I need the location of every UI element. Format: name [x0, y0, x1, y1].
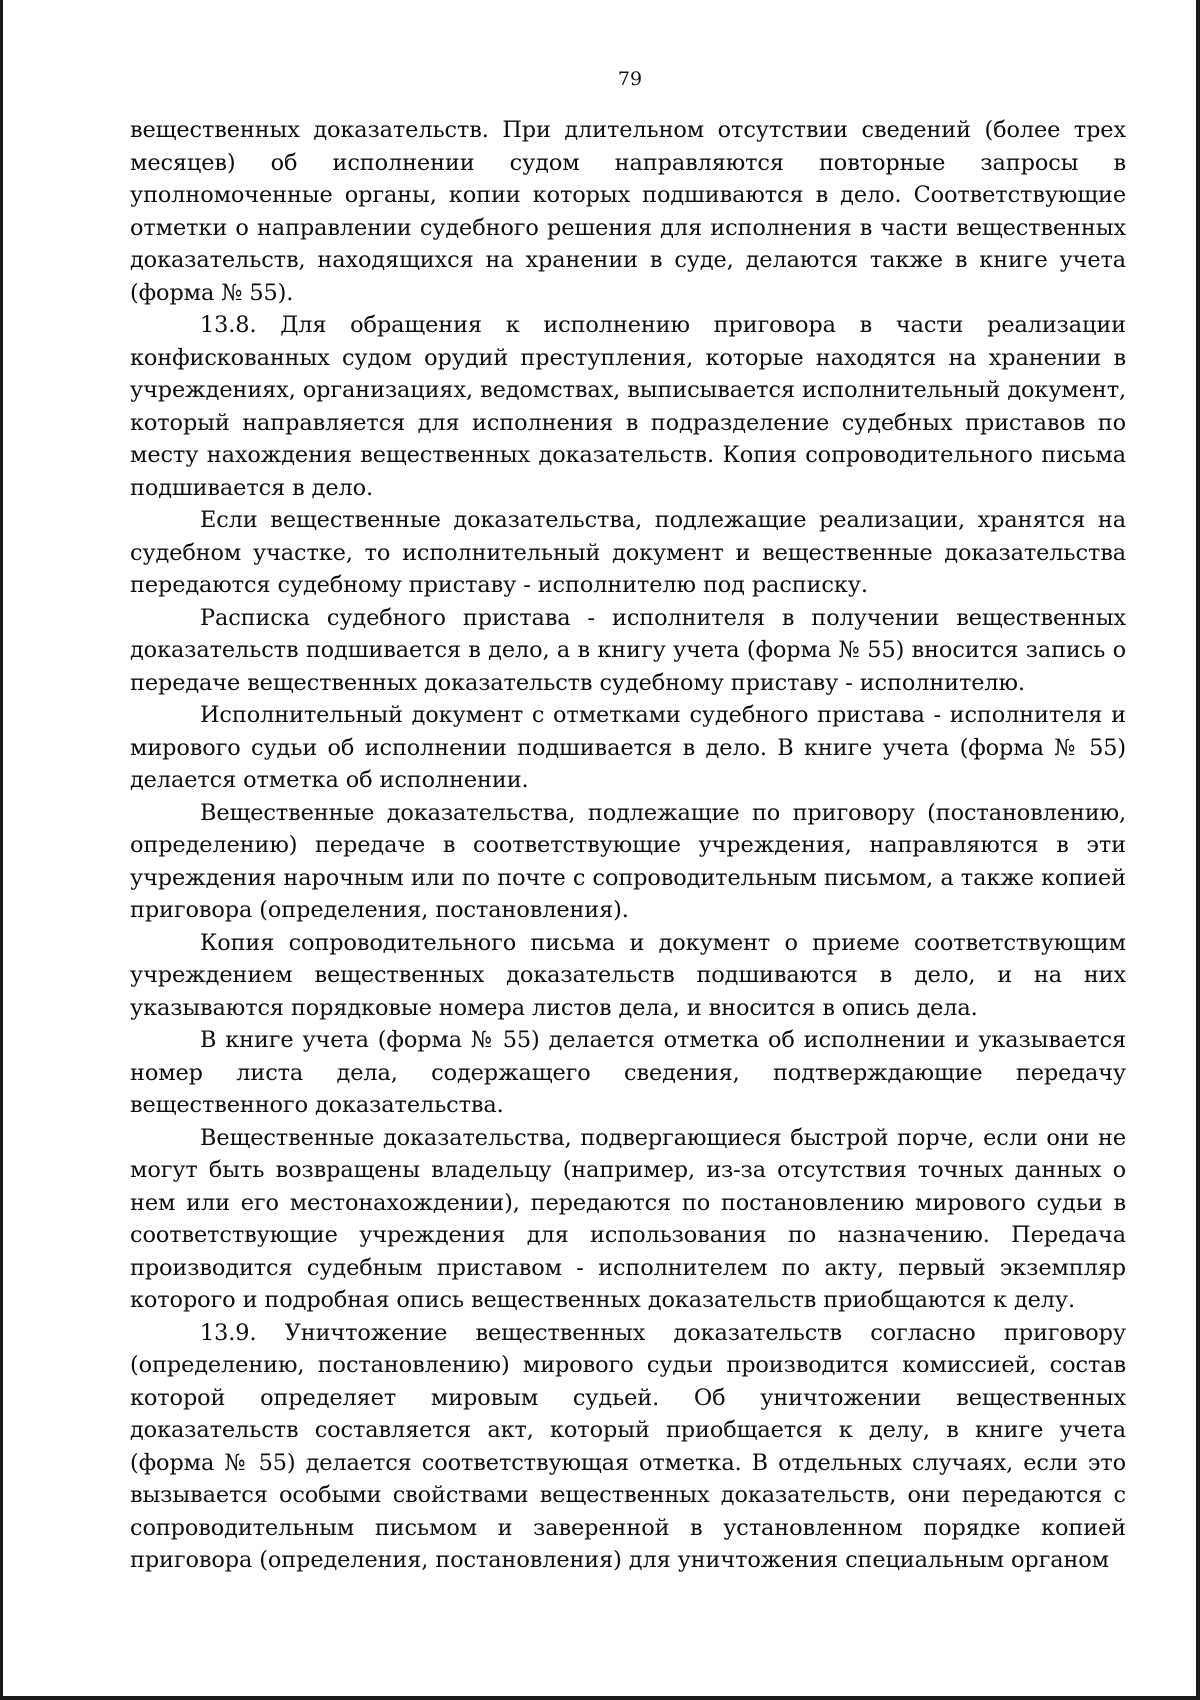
scan-edge-bottom: [0, 1696, 1200, 1700]
paragraph-4: Расписка судебного пристава - исполнителя в получении вещественных доказательств подшивается в дело, а в книгу учета (форма № 55) вносится запись о передаче вещественных доказательств судебному приставу - исполнителю.: [130, 604, 1126, 696]
scan-edge-right: [1196, 0, 1200, 1700]
scan-edge-left: [0, 0, 3, 1700]
paragraph-1: вещественных доказательств. При длительном отсутствии сведений (более трех месяцев) об исполнении судом направляются повторные запросы в уполномоченные органы, копии которых подшиваются в дело. Соответствующие отметки о направлении судебного решения для исполнения в части вещественных доказательств, находящихся на хранении в суде, делаются также в книге учета (форма № 55).: [130, 117, 1126, 306]
paragraph-2: 13.8. Для обращения к исполнению приговора в части реализации конфискованных судом орудий преступления, которые находятся на хранении в учреждениях, организациях, ведомствах, выписывается исполнительный документ, который направляется для исполнения в подразделение судебных приставов по месту нахождения вещественных доказательств. Копия сопроводительного письма подшивается в дело.: [130, 312, 1126, 501]
paragraph-3: Если вещественные доказательства, подлежащие реализации, хранятся на судебном участке, то исполнительный документ и вещественные доказательства передаются судебному приставу - исполнителю под расписку.: [130, 507, 1126, 598]
paragraph-5: Исполнительный документ с отметками судебного пристава - исполнителя и мирового судьи об исполнении подшивается в дело. В книге учета (форма № 55) делается отметка об исполнении.: [130, 702, 1126, 793]
paragraph-8: В книге учета (форма № 55) делается отметка об исполнении и указывается номер листа дела, содержащего сведения, подтверждающие передачу вещественного доказательства.: [130, 1027, 1126, 1118]
paragraph-9: Вещественные доказательства, подвергающиеся быстрой порче, если они не могут быть возвращены владельцу (например, из-за отсутствия точных данных о нем или его местонахождении), передаются по постановлению мирового судьи в соответствующие учреждения для использования по назначению. Передача производится судебным приставом - исполнителем по акту, первый экземпляр которого и подробная опись вещественных доказательств приобщаются к делу.: [130, 1124, 1126, 1313]
page-number: 79: [617, 68, 643, 90]
document-body: [130, 114, 1126, 1577]
paragraph-6: Вещественные доказательства, подлежащие по приговору (постановлению, определению) передаче в соответствующие учреждения, направляются в эти учреждения нарочным или по почте с сопроводительным письмом, а также копией приговора (определения, постановления).: [130, 799, 1126, 923]
paragraph-7: Копия сопроводительного письма и документ о приеме соответствующим учреждением вещественных доказательств подшиваются в дело, и на них указываются порядковые номера листов дела, и вносится в опись дела.: [130, 929, 1126, 1021]
paragraph-10: 13.9. Уничтожение вещественных доказательств согласно приговору (определению, постановлению) мирового судьи производится комиссией, состав которой определяет мировым судьей. Об уничтожении вещественных доказательств составляется акт, который приобщается к делу, в книге учета (форма № 55) делается соответствующая отметка. В отдельных случаях, если это вызывается особыми свойствами вещественных доказательств, они передаются с сопроводительным письмом и заверенной в установленном порядке копией приговора (определения, постановления) для уничтожения специальным органом: [130, 1319, 1126, 1573]
